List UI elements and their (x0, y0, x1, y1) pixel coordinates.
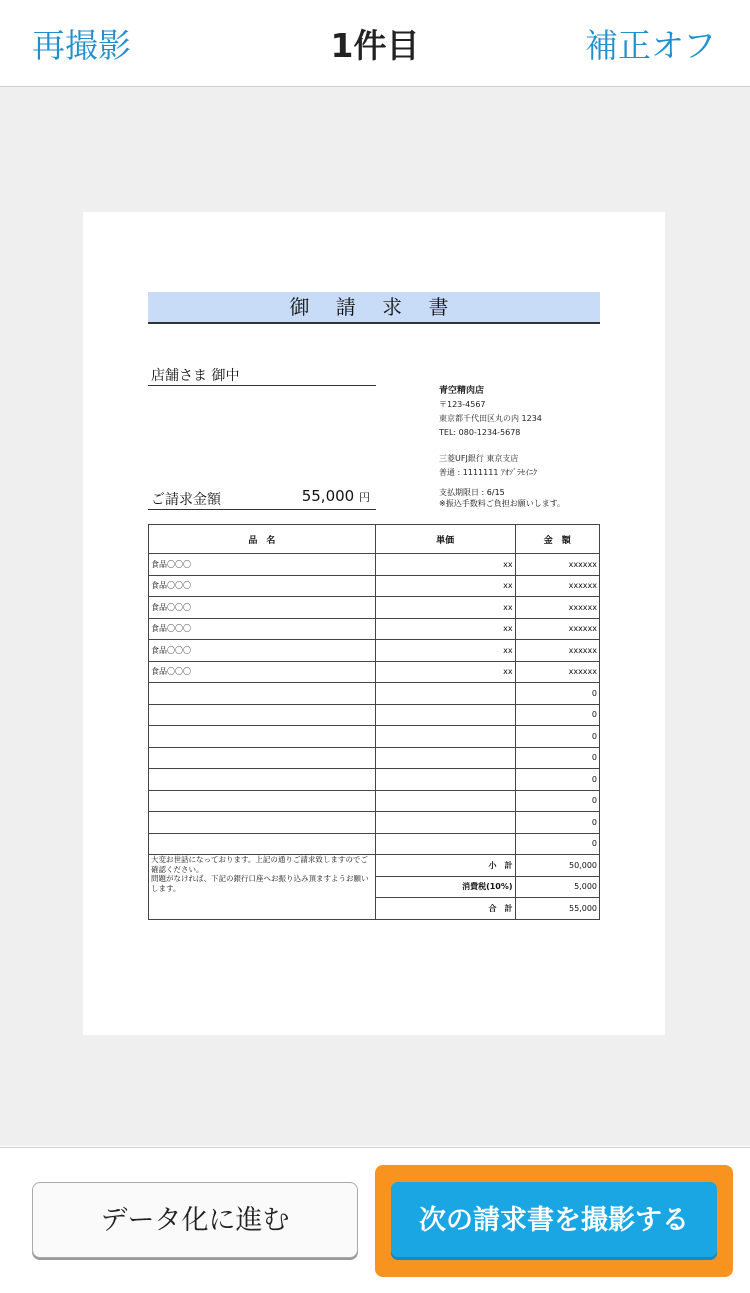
table-row (149, 661, 600, 683)
bank-name: 三菱UFJ銀行 東京支店 (439, 454, 519, 463)
amount-cell: xxxxxx (515, 554, 599, 576)
amount-cell: 0 (515, 683, 599, 705)
correction-off-button[interactable]: 補正オフ (584, 26, 716, 65)
table-row (149, 683, 600, 705)
payment-terms (439, 487, 565, 509)
unit-price-cell: xx (375, 554, 515, 576)
unit-price-cell (375, 812, 515, 834)
amount-unit: 円 (359, 491, 370, 504)
item-name-cell (149, 790, 376, 812)
item-name-cell (149, 769, 376, 791)
invoice-document (83, 212, 665, 1035)
col-amount: 金 額 (515, 525, 599, 554)
shop-tel: TEL: 080-1234-5678 (439, 428, 521, 437)
fee-note: ※振込手数料ご負担お願いします。 (439, 499, 566, 508)
unit-price-cell (375, 726, 515, 748)
amount-cell: 0 (515, 769, 599, 791)
unit-price-cell (375, 747, 515, 769)
shop-postal: 〒123-4567 (439, 400, 486, 409)
total-value: 55,000 (515, 898, 599, 920)
item-name-cell: 食品〇〇〇 (149, 597, 376, 619)
unit-price-cell (375, 833, 515, 855)
item-name-cell: 食品〇〇〇 (149, 640, 376, 662)
item-name-cell (149, 833, 376, 855)
unit-price-cell (375, 790, 515, 812)
item-name-cell (149, 704, 376, 726)
unit-price-cell: xx (375, 597, 515, 619)
amount-cell: xxxxxx (515, 597, 599, 619)
billing-amount (148, 489, 376, 510)
unit-price-cell: xx (375, 661, 515, 683)
invoice-title: 御 請 求 書 (148, 292, 600, 324)
table-row (149, 640, 600, 662)
item-name-cell: 食品〇〇〇 (149, 575, 376, 597)
subtotal-value: 50,000 (515, 855, 599, 877)
tax-value: 5,000 (515, 876, 599, 898)
amount-cell: 0 (515, 790, 599, 812)
table-row (149, 790, 600, 812)
amount-cell: 0 (515, 747, 599, 769)
note-text: 大変お世話になっております。上記の通りご請求致しますのでご確認ください。 問題がなければ、下記の銀行口座へお振り込み頂ますようお願いします。 (151, 855, 369, 893)
table-row (149, 833, 600, 855)
table-row (149, 747, 600, 769)
table-row (149, 575, 600, 597)
bottom-bar (0, 1147, 750, 1293)
amount-cell: xxxxxx (515, 618, 599, 640)
item-name-cell (149, 747, 376, 769)
invoice-note (149, 855, 376, 920)
unit-price-cell (375, 704, 515, 726)
unit-price-cell: xx (375, 618, 515, 640)
top-bar (0, 0, 750, 87)
items-table (148, 524, 600, 920)
amount-cell: 0 (515, 726, 599, 748)
amount-cell: xxxxxx (515, 640, 599, 662)
page-title: 1件目 (330, 26, 420, 65)
item-name-cell: 食品〇〇〇 (149, 554, 376, 576)
unit-price-cell: xx (375, 575, 515, 597)
amount-value: 55,000 (301, 487, 355, 505)
subtotal-label: 小 計 (375, 855, 515, 877)
table-row (149, 812, 600, 834)
amount-label: ご請求金額 (151, 492, 221, 508)
proceed-to-data-button[interactable]: データ化に進む (32, 1182, 358, 1258)
shop-info (439, 384, 542, 480)
amount-cell: xxxxxx (515, 575, 599, 597)
shop-name: 青空精肉店 (439, 386, 485, 396)
unit-price-cell (375, 683, 515, 705)
highlight-frame (375, 1165, 733, 1277)
item-name-cell: 食品〇〇〇 (149, 661, 376, 683)
addressee: 店舗さま 御中 (148, 365, 376, 386)
total-label: 合 計 (375, 898, 515, 920)
table-row (149, 597, 600, 619)
tax-label: 消費税(10%) (375, 876, 515, 898)
table-row (149, 704, 600, 726)
amount-cell: 0 (515, 704, 599, 726)
item-name-cell (149, 726, 376, 748)
col-unit-price: 単価 (375, 525, 515, 554)
table-row (149, 618, 600, 640)
unit-price-cell: xx (375, 640, 515, 662)
unit-price-cell (375, 769, 515, 791)
item-name-cell (149, 683, 376, 705)
amount-cell: 0 (515, 812, 599, 834)
bank-account: 普通 : 1111111 ｱｵｿﾞﾗｾｲﾆｸ (439, 468, 537, 477)
amount-cell: xxxxxx (515, 661, 599, 683)
due-date: 支払期限日 : 6/15 (439, 488, 505, 497)
retake-button[interactable]: 再撮影 (32, 26, 131, 65)
amount-cell: 0 (515, 833, 599, 855)
item-name-cell: 食品〇〇〇 (149, 618, 376, 640)
capture-next-invoice-button[interactable]: 次の請求書を撮影する (391, 1182, 717, 1260)
col-item: 品 名 (149, 525, 376, 554)
photo-preview (0, 87, 750, 1146)
item-name-cell (149, 812, 376, 834)
table-row (149, 769, 600, 791)
table-row (149, 726, 600, 748)
shop-address: 東京都千代田区丸の内 1234 (439, 414, 542, 423)
table-row (149, 554, 600, 576)
